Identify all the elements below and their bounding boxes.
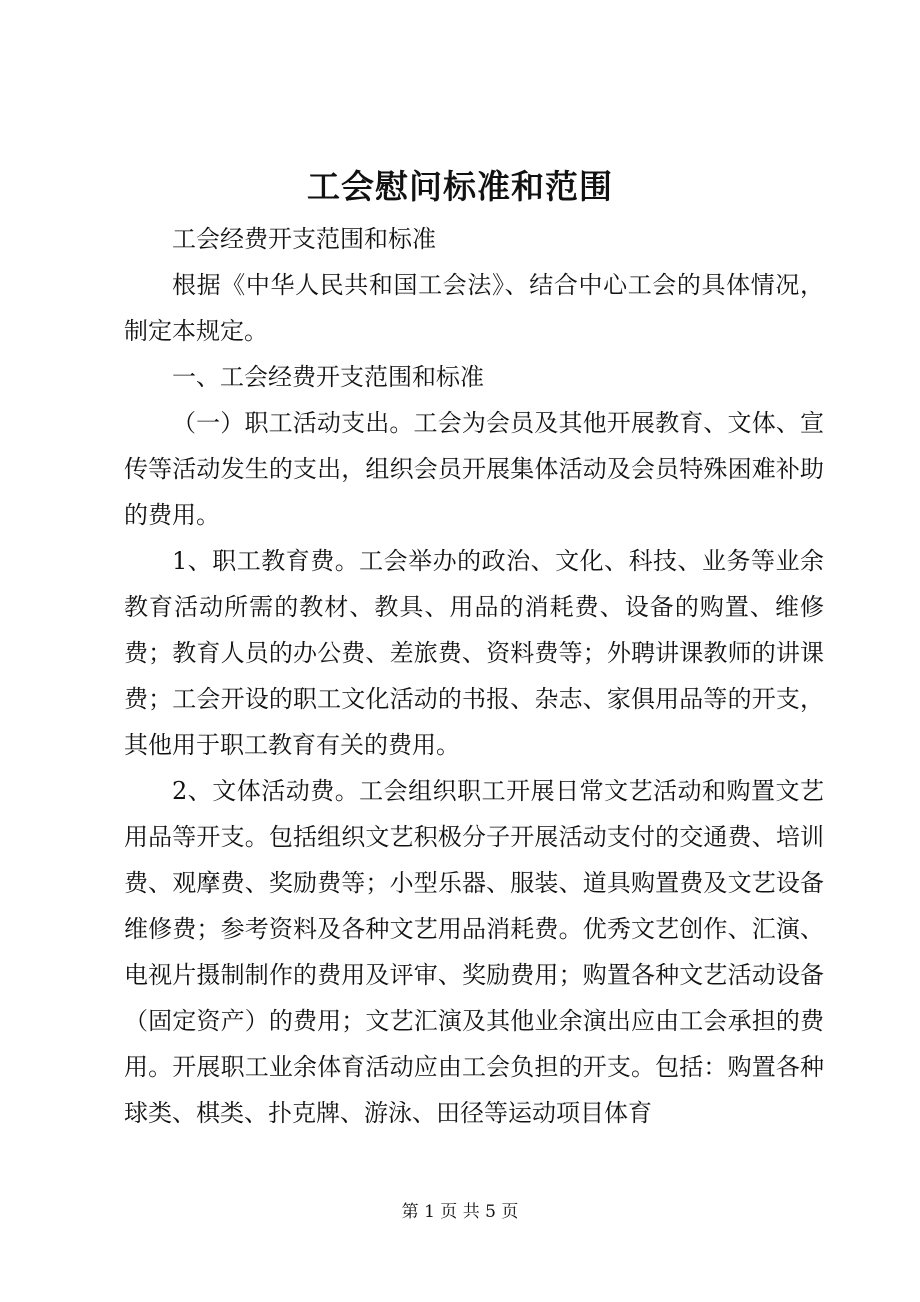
paragraph-basis: 根据《中华人民共和国工会法》、结合中心工会的具体情况，制定本规定。 xyxy=(124,271,824,345)
document-body xyxy=(124,216,824,1136)
paragraph-section-one-heading: 一、工会经费开支范围和标准 xyxy=(172,363,484,391)
page-number-footer: 第 1 页 共 5 页 xyxy=(401,1202,519,1222)
paragraph-subtitle: 工会经费开支范围和标准 xyxy=(172,225,436,253)
paragraph-education-fee: 1、职工教育费。工会举办的政治、文化、科技、业务等业余教育活动所需的教材、教具、用品的消耗费、设备的购置、维修费；教育人员的办公费、差旅费、资料费等；外聘讲课教师的讲课费；工会开设的职工文化活动的书报、杂志、家俱用品等的开支，其他用于职工教育有关的费用。 xyxy=(124,547,824,759)
paragraph-employee-activity: （一）职工活动支出。工会为会员及其他开展教育、文体、宣传等活动发生的支出，组织会员开展集体活动及会员特殊困难补助的费用。 xyxy=(124,409,824,529)
paragraph-culture-sports-fee: 2、文体活动费。工会组织职工开展日常文艺活动和购置文艺用品等开支。包括组织文艺积极分子开展活动支付的交通费、培训费、观摩费、奖励费等；小型乐器、服装、道具购置费及文艺设备维修费；参考资料及各种文艺用品消耗费。优秀文艺创作、汇演、电视片摄制制作的费用及评审、奖励费用；购置各种文艺活动设备（固定资产）的费用；文艺汇演及其他业余演出应由工会承担的费用。开展职工业余体育活动应由工会负担的开支。包括：购置各种球类、棋类、扑克牌、游泳、田径等运动项目体育 xyxy=(124,777,824,1127)
document-title: 工会慰问标准和范围 xyxy=(307,167,613,206)
